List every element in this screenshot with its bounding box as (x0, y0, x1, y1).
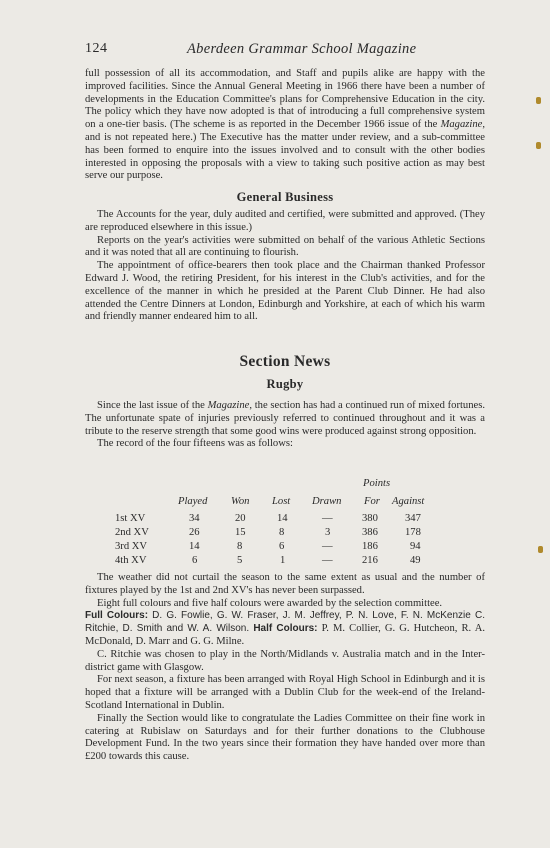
row-played: 14 (189, 541, 200, 552)
row-won: 15 (235, 527, 246, 538)
full-colours-names: D. G. Fowlie, G. W. Fraser, J. M. Jeffrey, P. N. Love, F. N. McKenzie C. Ritchie, D. Smith and W. A. Wilson. (85, 610, 485, 635)
row-for: 186 (362, 541, 378, 552)
row-lost: 14 (277, 513, 288, 524)
half-colours-label: Half Colours: (253, 623, 318, 635)
row-won: 8 (237, 541, 243, 552)
rugby-intro (85, 400, 485, 451)
opening-paragraph (85, 68, 485, 183)
row-for: 216 (362, 555, 378, 566)
rugby-heading: Rugby (266, 377, 304, 391)
col-lost: Lost (272, 496, 291, 507)
rugby-intro-magazine-word: Magazine (207, 400, 250, 411)
general-business-body (85, 209, 485, 324)
margin-mark (536, 142, 541, 149)
page-header (85, 41, 485, 61)
weather-paragraph: The weather did not curtail the season to the same extent as usual and the number of fixtures played by the 1st and 2nd XV's has never been surpassed. (85, 572, 485, 596)
ritchie-paragraph: C. Ritchie was chosen to play in the North/Midlands v. Australia match and in the Inter-district game with Glasgow. (85, 648, 485, 673)
row-team: 3rd XV (115, 541, 148, 552)
row-for: 380 (362, 513, 378, 524)
row-drawn: — (322, 513, 333, 524)
row-against: 49 (410, 555, 421, 566)
rugby-intro-b: , the section has had a continued run of mixed fortunes. The unfortunate spate of injuries previously referred to continued throughout and it was a tribute to the reserve strength that some good wins were produced against strong opposition. (85, 400, 485, 437)
colours-list-paragraph (85, 610, 485, 648)
record-table (85, 474, 485, 586)
col-against: Against (392, 496, 425, 507)
row-against: 347 (405, 513, 421, 524)
full-colours-label: Full Colours: (85, 610, 149, 622)
opening-magazine-word: Magazine (440, 119, 483, 131)
section-news-heading: Section News (239, 353, 331, 370)
row-team: 1st XV (115, 513, 146, 524)
general-business-heading: General Business (236, 190, 334, 204)
reports-paragraph: Reports on the year's activities were submitted on behalf of the various Athletic Sections and it was noted that all are continuing to flourish. (85, 234, 485, 259)
points-label: Points (363, 478, 391, 489)
accounts-paragraph: The Accounts for the year, duly audited and certified, were submitted and approved. (They are reproduced elsewhere in this issue.) (85, 209, 485, 233)
row-played: 26 (189, 527, 200, 538)
col-for: For (364, 496, 380, 507)
row-against: 94 (410, 541, 421, 552)
row-for: 386 (362, 527, 378, 538)
office-bearers-paragraph: The appointment of office-bearers then took place and the Chairman thanked Professor Edward J. Wood, the retiring President, for his interest in the Club's activities, and for the excellence of the manner in which he presided at the Parent Club Dinner. He had also attended the Centre Dinners at London, Edinburgh and Yorkshire, at each of which his warm and friendly manner endeared him to all. (85, 260, 485, 323)
fixture-paragraph: For next season, a fixture has been arranged with Royal High School in Edinburgh and it is hoped that a fixture will be arranged with a Dublin Club for the week-end of the Ireland-Scotland International in Dublin. (85, 674, 485, 711)
row-lost: 6 (279, 541, 285, 552)
col-played: Played (178, 496, 208, 507)
row-drawn: — (322, 555, 333, 566)
record-intro: The record of the four fifteens was as follows: (97, 438, 293, 450)
colours-awarded-paragraph: Eight full colours and five half colours were awarded by the selection committee. (97, 597, 443, 609)
row-lost: 8 (279, 527, 285, 538)
margin-mark (536, 97, 541, 104)
row-drawn: 3 (325, 527, 331, 538)
running-title: Aberdeen Grammar School Magazine (187, 41, 417, 57)
row-played: 34 (189, 513, 200, 524)
opening-text-b: , and is not repeated here.) The Executive has the matter under review, and a sub-committee has been formed to enquire into the issues involved and to consult with the other bodies interested in opposing the proposals with a view to taking such positive action as may best serve our purpose. (85, 119, 485, 182)
margin-mark (538, 546, 543, 553)
ladies-committee-paragraph: Finally the Section would like to congratulate the Ladies Committee on their fine work in catering at Rubislaw on Saturdays and for their further donations to the Clubhouse Development Fund. In the two years since their formation they have handed over more than £200 towards this cause. (85, 712, 485, 763)
rugby-intro-a: Since the last issue of the (97, 400, 208, 411)
row-lost: 1 (280, 555, 286, 566)
row-drawn: — (322, 541, 333, 552)
half-colours-names: P. M. Collier, G. G. Hutcheon, R. A. McDonald, D. Marr and G. G. Milne. (85, 623, 485, 647)
row-team: 4th XV (115, 555, 147, 566)
page-number: 124 (85, 41, 108, 56)
opening-text-a: full possession of all its accommodation, and Staff and pupils alike are happy with the improved facilities. Since the Annual General Meeting in 1966 there have been a number of developments in the Education Committee's plans for Comprehensive Education in the city. The policy which they have now adopted is that of introducing a full comprehensive system on a one-tier basis. (The scheme is as reported in the December 1966 issue of the (85, 68, 485, 131)
row-won: 5 (237, 555, 243, 566)
row-won: 20 (235, 513, 246, 524)
row-against: 178 (405, 527, 421, 538)
col-drawn: Drawn (312, 496, 342, 507)
row-played: 6 (192, 555, 198, 566)
col-won: Won (231, 496, 250, 507)
row-team: 2nd XV (115, 527, 149, 538)
closing-body (85, 572, 485, 764)
